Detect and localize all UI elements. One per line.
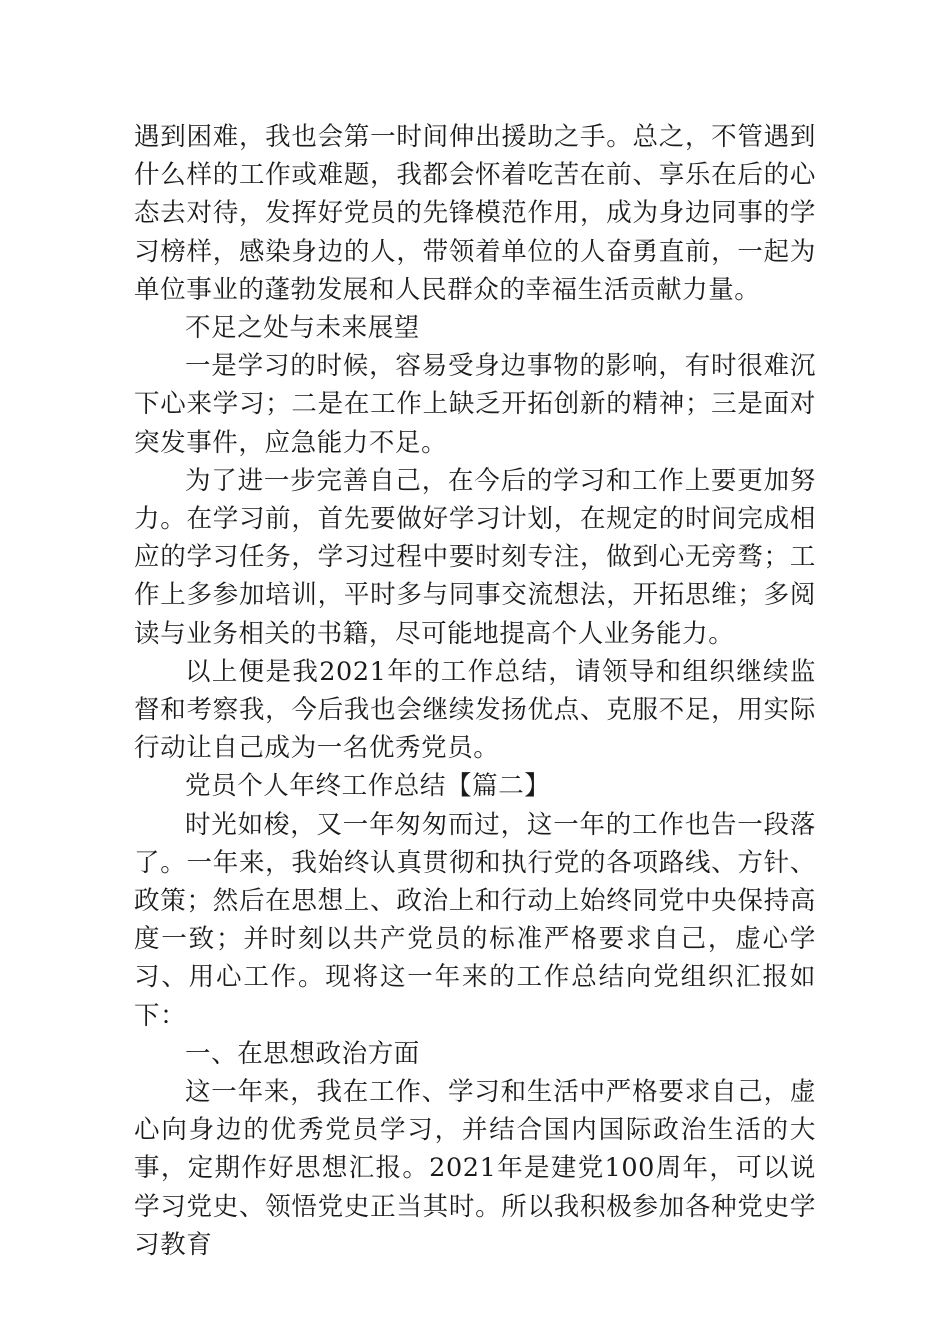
paragraph: 为了进一步完善自己，在今后的学习和工作上要更加努力。在学习前，首先要做好学习计划，在规定的时间完成相应的学习任务，学习过程中要时刻专注，做到心无旁骛；工作上多参加培训，平时多与同事交流想法，开拓思维；多阅读与业务相关的书籍，尽可能地提高个人业务能力。 <box>134 465 816 649</box>
document-body <box>134 118 816 1264</box>
section-heading-part-two: 党员个人年终工作总结【篇二】 <box>185 771 551 802</box>
paragraph: 以上便是我2021年的工作总结，请领导和组织继续监督和考察我，今后我也会继续发扬优点、克服不足，用实际行动让自己成为一名优秀党员。 <box>134 656 816 764</box>
paragraph: 这一年来，我在工作、学习和生活中严格要求自己，虚心向身边的优秀党员学习，并结合国内国际政治生活的大事，定期作好思想汇报。2021年是建党100周年，可以说学习党史、领悟党史正当其时。所以我积极参加各种党史学习教育 <box>134 1077 816 1260</box>
paragraph-continued: 遇到困难，我也会第一时间伸出援助之手。总之，不管遇到什么样的工作或难题，我都会怀着吃苦在前、享乐在后的心态去对待，发挥好党员的先锋模范作用，成为身边同事的学习榜样，感染身边的人，带领着单位的人奋勇直前，一起为单位事业的蓬勃发展和人民群众的幸福生活贡献力量。 <box>134 122 816 305</box>
section-heading-ideology: 一、在思想政治方面 <box>185 1038 420 1069</box>
paragraph: 一是学习的时候，容易受身边事物的影响，有时很难沉下心来学习；二是在工作上缺乏开拓创新的精神；三是面对突发事件，应急能力不足。 <box>134 351 816 458</box>
paragraph: 时光如梭，又一年匆匆而过，这一年的工作也告一段落了。一年来，我始终认真贯彻和执行党的各项路线、方针、政策；然后在思想上、政治上和行动上始终同党中央保持高度一致；并时刻以共产党员的标准严格要求自己，虚心学习、用心工作。现将这一年来的工作总结向党组织汇报如下： <box>134 809 816 1031</box>
section-heading-shortcomings: 不足之处与未来展望 <box>185 313 420 344</box>
